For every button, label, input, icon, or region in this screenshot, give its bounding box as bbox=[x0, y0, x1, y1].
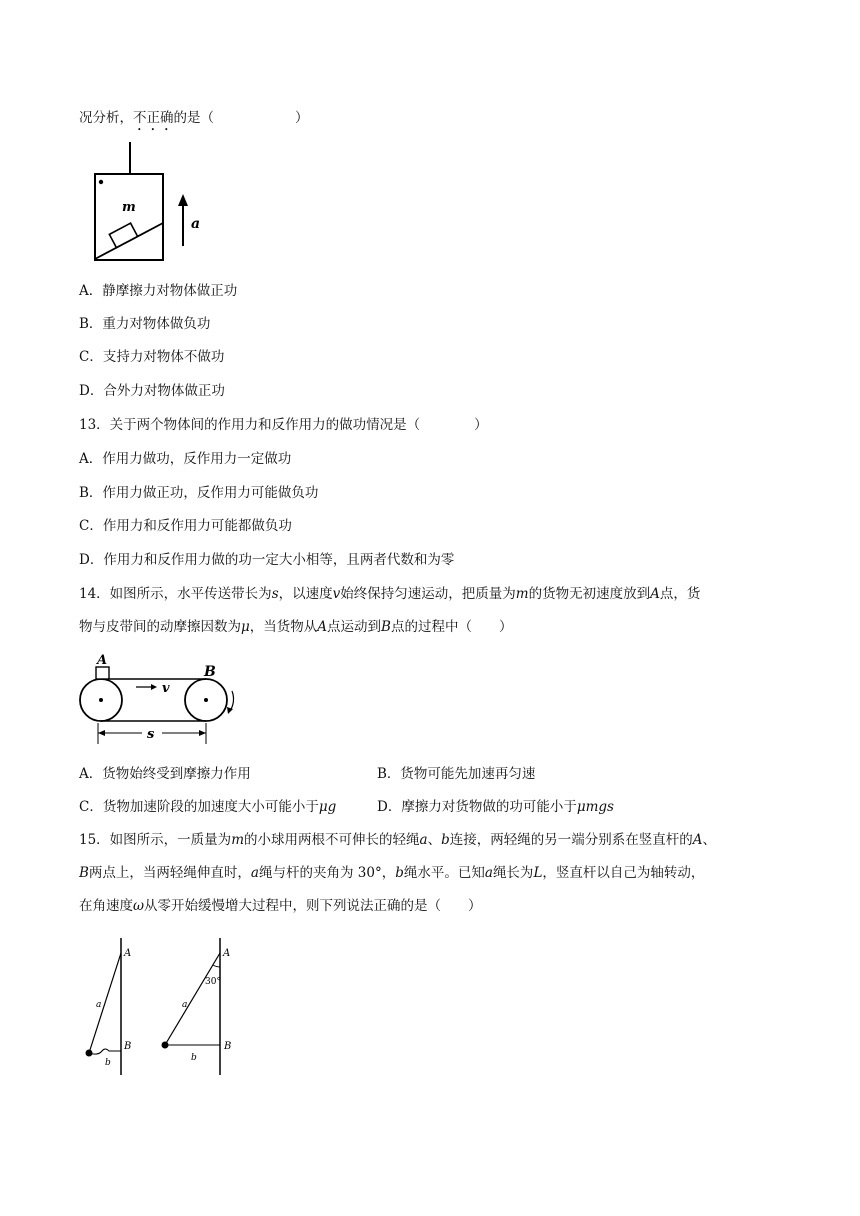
q15-right-label-b: b bbox=[191, 1053, 197, 1063]
q12-figure-elevator bbox=[80, 140, 210, 265]
q13-option-c: C．作用力和反作用力可能都做负功 bbox=[79, 518, 292, 534]
q14-stem-line2: 物与皮带间的动摩擦因数为μ，当货物从A点运动到B点的过程中（ ） bbox=[79, 619, 513, 635]
q14-option-a: A．货物始终受到摩擦力作用 bbox=[79, 766, 251, 782]
q15-right-label-A: A bbox=[223, 948, 231, 959]
q13-option-b: B．作用力做正功，反作用力可能做负功 bbox=[79, 485, 319, 501]
q14-option-d: D．摩擦力对货物做的功可能小于μmgs bbox=[377, 799, 614, 815]
q13-option-d: D．作用力和反作用力做的功一定大小相等，且两者代数和为零 bbox=[79, 552, 455, 568]
q15-stem-line2: B两点上，当两轻绳伸直时，a绳与杆的夹角为 30°，b绳水平。已知a绳长为L，竖直杆以自己为轴转动， bbox=[79, 865, 705, 881]
q12-emphasis: 不正确 bbox=[133, 110, 174, 126]
q13-option-a: A．作用力做功，反作用力一定做功 bbox=[79, 451, 292, 467]
q15-stem-line1: 15．如图所示，一质量为m的小球用两根不可伸长的轻绳a、b连接，两轻绳的另一端分别系在竖直杆的A、 bbox=[79, 832, 716, 848]
q15-left-label-A: A bbox=[124, 948, 132, 959]
q15-stem-line3: 在角速度ω从零开始缓慢增大过程中，则下列说法正确的是（ ） bbox=[79, 898, 482, 914]
q15-left-label-a: a bbox=[96, 1000, 102, 1010]
q15-right-label-B: B bbox=[224, 1041, 232, 1052]
q14-figure-conveyor bbox=[76, 655, 246, 745]
q12-option-d: D．合外力对物体做正功 bbox=[79, 383, 225, 399]
q12-label-m: m bbox=[122, 200, 136, 215]
q15-left-label-B: B bbox=[124, 1041, 132, 1052]
q15-right-label-a: a bbox=[182, 1000, 188, 1010]
q14-option-c: C．货物加速阶段的加速度大小可能小于μg bbox=[79, 799, 337, 815]
q12-option-a: A．静摩擦力对物体做正功 bbox=[79, 283, 238, 299]
q14-label-B: B bbox=[204, 664, 216, 680]
q12-option-b: B．重力对物体做负功 bbox=[79, 316, 211, 332]
q15-figure-slack bbox=[80, 935, 140, 1080]
q14-label-v: v bbox=[162, 681, 170, 696]
q13-stem: 13．关于两个物体间的作用力和反作用力的做功情况是（ ） bbox=[79, 417, 488, 433]
q14-label-s: s bbox=[147, 727, 155, 742]
q14-stem-line1: 14．如图所示，水平传送带长为s，以速度v始终保持匀速运动，把质量为m的货物无初速度放到A点，货 bbox=[79, 586, 701, 602]
q15-figure-taut bbox=[158, 935, 238, 1080]
q12-option-c: C．支持力对物体不做功 bbox=[79, 349, 225, 365]
q12-label-a: a bbox=[191, 216, 201, 232]
q14-label-A: A bbox=[97, 653, 108, 668]
q15-right-label-angle: 30° bbox=[205, 977, 221, 987]
q12-stem: 况分析，不正确的是（ ） bbox=[79, 110, 309, 126]
q15-left-label-b: b bbox=[105, 1058, 111, 1068]
q14-option-b: B．货物可能先加速再匀速 bbox=[377, 766, 536, 782]
